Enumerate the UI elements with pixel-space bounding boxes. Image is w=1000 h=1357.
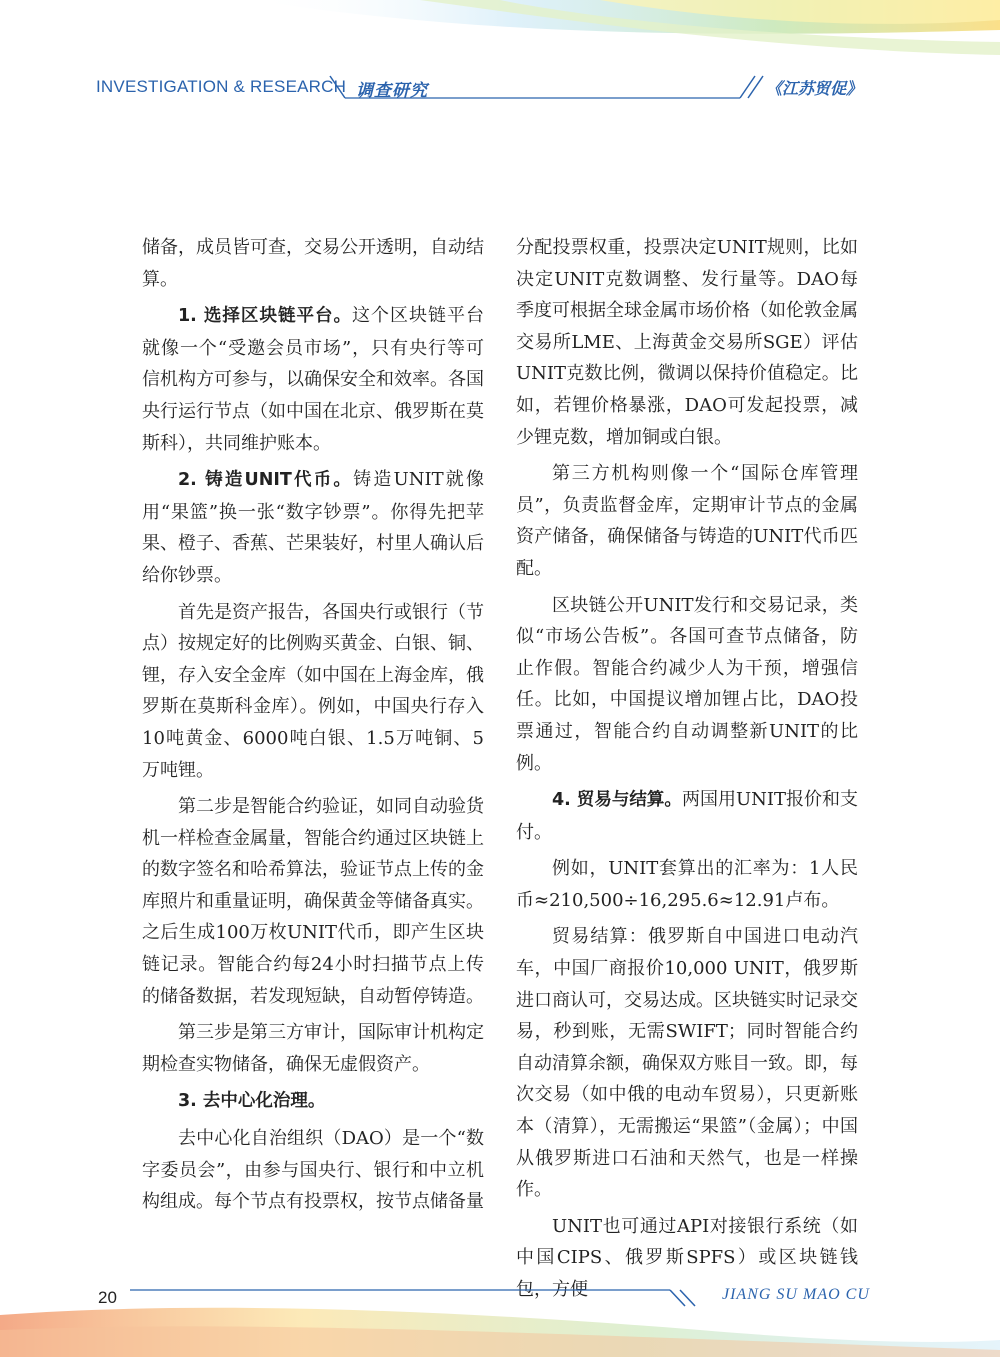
header-decoration — [0, 0, 1000, 80]
paragraph: 第三方机构则像一个“国际仓库管理员”，负责监督金库，定期审计节点的金属资产储备，确保储备与铸造的UNIT代币匹配。 — [516, 463, 858, 579]
magazine-title: 《江苏贸促》 — [765, 79, 862, 98]
paragraph: UNIT也可通过API对接银行系统（如中国CIPS、俄罗斯SPFS）或区块链钱包，方便 — [516, 1215, 858, 1300]
section-heading: 2. 铸造UNIT代币。 — [178, 470, 354, 491]
paragraph: 1. 选择区块链平台。这个区块链平台就像一个“受邀会员市场”，只有央行等可信机构方可参与，以确保安全和效率。各国央行运行节点（如中国在北京、俄罗斯在莫斯科），共同维护账本。 — [142, 305, 484, 454]
paragraph: 区块链公开UNIT发行和交易记录，类似“市场公告板”。各国可查节点储备，防止作假。智能合约减少人为干预，增强信任。比如，中国提议增加锂占比，DAO投票通过，智能合约自动调整新UNIT的比例。 — [516, 594, 858, 774]
right-column — [516, 232, 858, 1306]
section-heading: 3. 去中心化治理。 — [178, 1091, 326, 1112]
section-title-cn: 调查研究 — [356, 81, 428, 101]
paragraph: 去中心化自治组织（DAO）是一个“数字委员会”，由参与国央行、银行和中立机构组成。每个节点有投票权，按节点储备量 — [142, 1128, 484, 1213]
paragraph: 贸易结算：俄罗斯自中国进口电动汽车，中国厂商报价10,000 UNIT，俄罗斯进口商认可，交易达成。区块链实时记录交易，秒到账，无需SWIFT；同时智能合约自动清算余额，确保双方账目一致。即，每次交易（如中俄的电动车贸易），只更新账本（清算），无需搬运“果篮”（金属）；中国从俄罗斯进口石油和天然气，也是一样操作。 — [516, 926, 858, 1201]
section-heading: 4. 贸易与结算。 — [552, 790, 682, 811]
magazine-title-en: JIANG SU MAO CU — [722, 1286, 870, 1303]
paragraph: 储备，成员皆可查，交易公开透明，自动结算。 — [142, 237, 484, 290]
paragraph: 分配投票权重，投票决定UNIT规则，比如决定UNIT克数调整、发行量等。DAO每季度可根据全球金属市场价格（如伦敦金属交易所LME、上海黄金交易所SGE）评估UNIT克数比例，微调以保持价值稳定。比如，若锂价格暴涨，DAO可发起投票，减少锂克数，增加铜或白银。 — [516, 237, 858, 448]
paragraph: 4. 贸易与结算。两国用UNIT报价和支付。 — [516, 789, 858, 843]
paragraph — [142, 1085, 484, 1118]
left-column — [142, 232, 484, 1218]
paragraph: 首先是资产报告，各国央行或银行（节点）按规定好的比例购买黄金、白银、铜、锂，存入安全金库（如中国在上海金库，俄罗斯在莫斯科金库）。例如，中国央行存入10吨黄金、6000吨白银、1.5万吨铜、5万吨锂。 — [142, 601, 484, 781]
section-heading: 1. 选择区块链平台。 — [178, 306, 352, 327]
page-number: 20 — [98, 1288, 117, 1307]
paragraph: 2. 铸造UNIT代币。铸造UNIT就像用“果篮”换一张“数字钞票”。你得先把苹果、橙子、香蕉、芒果装好，村里人确认后给你钞票。 — [142, 469, 484, 586]
paragraph: 第二步是智能合约验证，如同自动验货机一样检查金属量，智能合约通过区块链上的数字签名和哈希算法，验证节点上传的金库照片和重量证明，确保黄金等储备真实。之后生成100万枚UNIT代币，即产生区块链记录。智能合约每24小时扫描节点上传的储备数据，若发现短缺，自动暂停铸造。 — [142, 796, 484, 1007]
section-title-en: INVESTIGATION & RESEARCH — [96, 77, 347, 96]
paragraph: 例如，UNIT套算出的汇率为：1人民币≈210,500÷16,295.6≈12.91卢布。 — [516, 858, 858, 911]
paragraph: 第三步是第三方审计，国际审计机构定期检查实物储备，确保无虚假资产。 — [142, 1022, 484, 1075]
